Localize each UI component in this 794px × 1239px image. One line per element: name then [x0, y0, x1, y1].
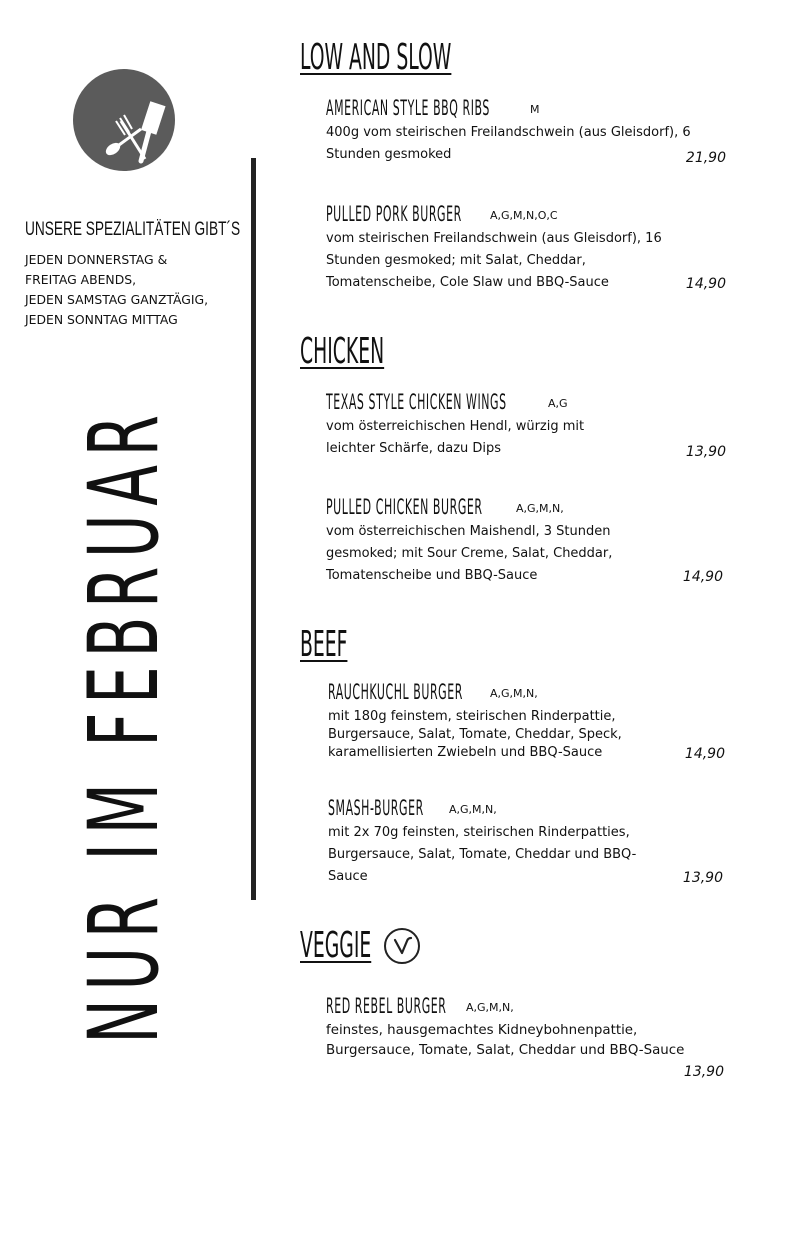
cutlery-icon — [73, 69, 175, 171]
item-price: 14,90 — [684, 746, 725, 762]
menu-item — [326, 390, 726, 470]
vertical-banner-text: NUR IM FEBRUAR — [68, 406, 180, 1044]
menu-item — [326, 495, 726, 595]
item-name: AMERICAN STYLE BBQ RIBS — [326, 96, 490, 120]
section-title-veggie: VEGGIE — [300, 925, 372, 966]
item-name: PULLED CHICKEN BURGER — [326, 495, 483, 519]
item-price: 13,90 — [685, 444, 726, 460]
section-title-chicken: CHICKEN — [300, 331, 385, 372]
item-allergens: A,G,M,N, — [466, 1001, 514, 1014]
vertical-banner — [68, 211, 180, 1239]
vegan-v-icon — [384, 928, 420, 964]
item-allergens: A,G,M,N, — [516, 502, 564, 515]
specials-line: FREITAG ABENDS, — [25, 272, 137, 287]
item-description: 400g vom steirischen Freilandschwein (aus Gleisdorf), 6 Stunden gesmoked — [326, 125, 691, 162]
item-description: mit 2x 70g feinsten, steirischen Rinderpatties, Burgersauce, Salat, Tomate, Cheddar und BBQ-Sauce — [328, 825, 637, 884]
menu-item — [326, 202, 726, 302]
item-description: mit 180g feinstem, steirischen Rinderpattie, Burgersauce, Salat, Tomate, Cheddar, Speck, karamellisierten Zwiebeln und BBQ-Sauce — [328, 709, 622, 760]
cutlery-logo — [73, 69, 175, 171]
item-description: feinstes, hausgemachtes Kidneybohnenpattie, Burgersauce, Tomate, Salat, Cheddar und BBQ-Sauce — [326, 1023, 685, 1058]
menu-item — [328, 680, 728, 770]
menu-item — [326, 96, 726, 176]
item-description: vom steirischen Freilandschwein (aus Gleisdorf), 16 Stunden gesmoked; mit Salat, Cheddar, Tomatenscheibe, Cole Slaw und BBQ-Sauce — [326, 231, 662, 290]
item-price: 13,90 — [683, 1064, 724, 1080]
item-price: 14,90 — [682, 569, 723, 585]
item-name: RAUCHKUCHL BURGER — [328, 680, 463, 704]
item-description: vom österreichischen Maishendl, 3 Stunden gesmoked; mit Sour Creme, Salat, Cheddar, Tomatenscheibe und BBQ-Sauce — [326, 524, 613, 583]
section-title-beef: BEEF — [300, 624, 348, 665]
item-name: TEXAS STYLE CHICKEN WINGS — [326, 390, 507, 414]
item-allergens: M — [530, 103, 540, 116]
specials-line: JEDEN DONNERSTAG & — [25, 252, 168, 267]
item-price: 21,90 — [685, 150, 726, 166]
item-name: SMASH-BURGER — [328, 796, 424, 820]
vertical-divider — [251, 158, 256, 900]
specials-line: JEDEN SAMSTAG GANZTÄGIG, — [25, 292, 209, 307]
item-price: 13,90 — [682, 870, 723, 886]
specials-title: UNSERE SPEZIALITÄTEN GIBT´S — [25, 219, 241, 240]
section-title-low-and-slow: LOW AND SLOW — [300, 37, 452, 78]
item-name: RED REBEL BURGER — [326, 994, 447, 1018]
item-allergens: A,G,M,N,O,C — [490, 209, 558, 222]
item-name: PULLED PORK BURGER — [326, 202, 462, 226]
item-allergens: A,G,M,N, — [449, 803, 497, 816]
menu-item — [326, 994, 726, 1084]
menu-item — [328, 796, 728, 896]
item-price: 14,90 — [685, 276, 726, 292]
item-allergens: A,G — [548, 397, 568, 410]
specials-line: JEDEN SONNTAG MITTAG — [25, 312, 178, 327]
item-description: vom österreichischen Hendl, würzig mit leichter Schärfe, dazu Dips — [326, 419, 585, 456]
item-allergens: A,G,M,N, — [490, 687, 538, 700]
